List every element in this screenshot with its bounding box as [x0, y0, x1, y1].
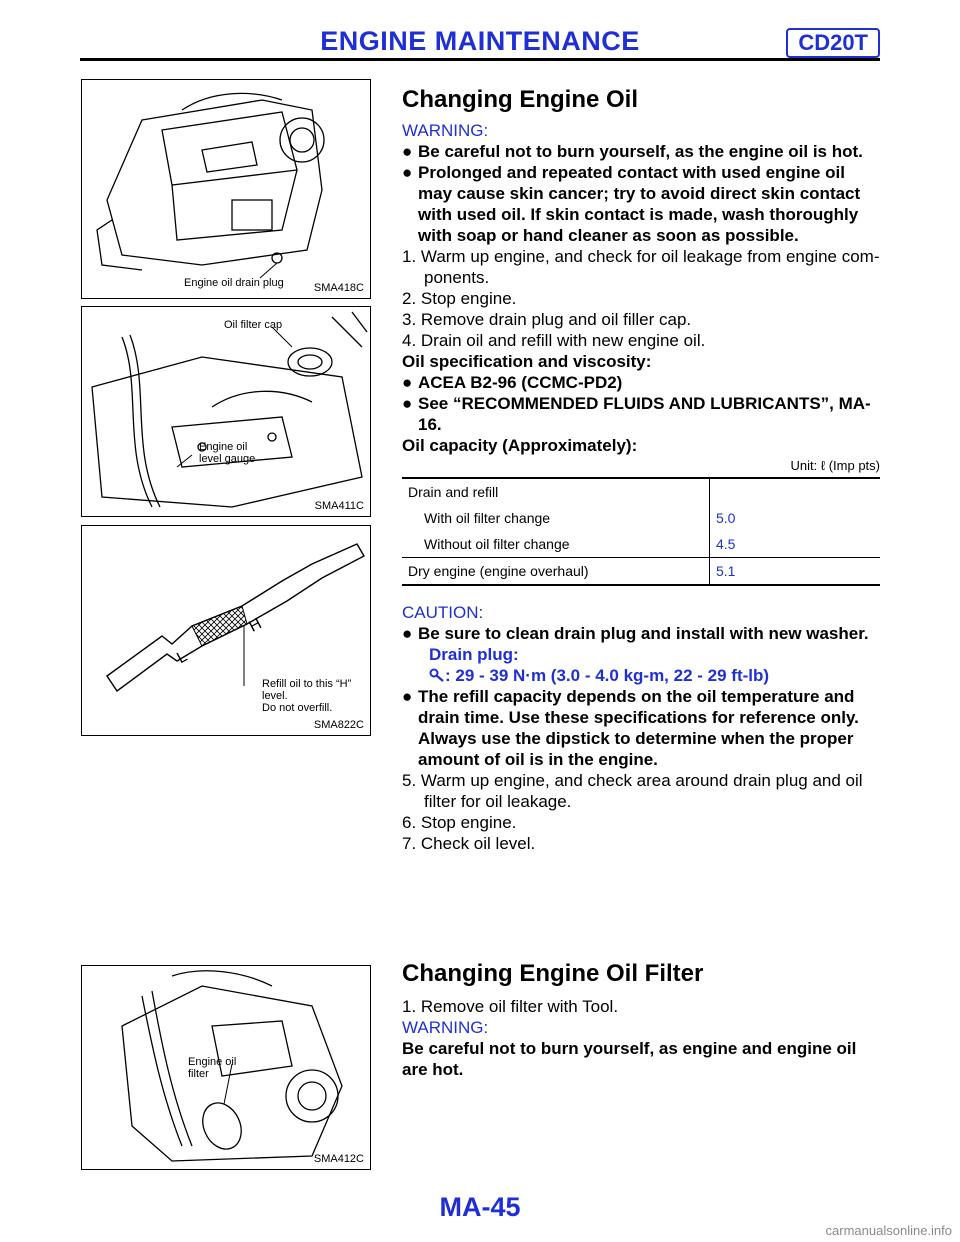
engine-drawing-1 — [82, 80, 370, 298]
caution-item-1: ● Be sure to clean drain plug and install with new washer. — [402, 624, 869, 643]
step-2: 2. Stop engine. — [402, 289, 517, 308]
figure-filter-cap — [81, 306, 371, 517]
label-refill-3: Do not overfill. — [262, 702, 333, 714]
warning-label: WARNING: — [402, 121, 489, 140]
model-badge: CD20T — [786, 28, 880, 58]
unit-label: Unit: ℓ (Imp pts) — [790, 458, 880, 473]
section-changing-oil — [402, 86, 880, 854]
section-changing-filter — [402, 960, 880, 1080]
mark-l: L — [174, 647, 191, 668]
figure-dipstick — [81, 525, 371, 736]
figure-code: SMA418C — [313, 282, 364, 294]
table-cell: Without oil filter change — [424, 536, 570, 552]
spec-heading: Oil specification and viscosity: — [402, 352, 652, 371]
page-number: MA-45 — [439, 1192, 521, 1222]
figure-code: SMA822C — [313, 719, 364, 731]
table-cell: Dry engine (engine overhaul) — [402, 558, 710, 586]
filter-warning-text: Be careful not to burn yourself, as engine and engine oil are hot. — [402, 1039, 857, 1079]
oil-capacity-table — [402, 477, 880, 586]
table-group: Drain and refill — [402, 478, 710, 505]
table-row — [402, 531, 880, 558]
warning-item-2: ● Prolonged and repeated contact with used engine oil may cause skin cancer; try to avoid direct skin contact with used oil. If skin contact is made, wash thoroughly with soap or hand cleaner as soon as possible. — [402, 163, 861, 245]
table-value: 5.1 — [710, 558, 881, 586]
page-header — [0, 0, 960, 62]
label-drain-plug: Engine oil drain plug — [184, 277, 284, 289]
spec-item-2: ● See “RECOMMENDED FLUIDS AND LUBRICANTS”, MA-16. — [402, 394, 871, 434]
label-gauge-line1: Engine oil — [199, 441, 248, 453]
engine-drawing-2 — [82, 307, 370, 516]
heading-changing-filter: Changing Engine Oil Filter — [402, 960, 704, 987]
step-6: 6. Stop engine. — [402, 813, 517, 832]
figure-drain-plug — [81, 79, 371, 299]
step-4: 4. Drain oil and refill with new engine oil. — [402, 331, 706, 350]
torque-spec: : 29 - 39 N·m (3.0 - 4.0 kg-m, 22 - 29 ft-lb) — [402, 665, 880, 686]
figure-code: SMA411C — [314, 500, 364, 512]
wrench-icon — [429, 666, 445, 680]
watermark: carmanualsonline.info — [825, 1223, 952, 1238]
label-refill-2: level. — [262, 690, 288, 702]
caution-item-2: ● The refill capacity depends on the oil temperature and drain time. Use these specifications for reference only. Always use the dipstick to determine when the proper amount of oil is in the engine. — [402, 687, 859, 769]
section-title: ENGINE MAINTENANCE — [320, 26, 640, 56]
step-5: 5. Warm up engine, and check area around drain plug and oil filter for oil leakage. — [402, 771, 863, 811]
label-gauge-line2: level gauge — [199, 453, 256, 465]
mark-h: H — [246, 615, 265, 636]
caution-label: CAUTION: — [402, 603, 484, 622]
table-value: 5.0 — [710, 505, 881, 531]
table-row — [402, 505, 880, 531]
label-oil-filter-cap: Oil filter cap — [224, 319, 283, 331]
table-row — [402, 558, 880, 586]
heading-changing-oil: Changing Engine Oil — [402, 86, 638, 113]
filter-warning-label: WARNING: — [402, 1018, 489, 1037]
table-value: 4.5 — [710, 531, 881, 558]
label-filter-1: Engine oil — [188, 1056, 237, 1068]
capacity-heading: Oil capacity (Approximately): — [402, 436, 638, 455]
figure-code: SMA412C — [313, 1153, 364, 1165]
header-rule — [80, 58, 880, 61]
drain-plug-label: Drain plug: — [429, 645, 519, 664]
warning-item-1: ● Be careful not to burn yourself, as the engine oil is hot. — [402, 142, 863, 161]
filter-step-1: 1. Remove oil filter with Tool. — [402, 997, 619, 1016]
step-7: 7. Check oil level. — [402, 834, 536, 853]
spec-item-1: ● ACEA B2-96 (CCMC-PD2) — [402, 373, 623, 392]
table-cell: With oil filter change — [424, 510, 551, 526]
label-filter-2: filter — [188, 1068, 209, 1080]
step-1: 1. Warm up engine, and check for oil leakage from engine com- ponents. — [402, 247, 880, 287]
table-row — [402, 478, 880, 505]
label-refill-1: Refill oil to this “H” — [262, 678, 352, 690]
step-3: 3. Remove drain plug and oil filler cap. — [402, 310, 692, 329]
figure-oil-filter — [81, 965, 371, 1170]
